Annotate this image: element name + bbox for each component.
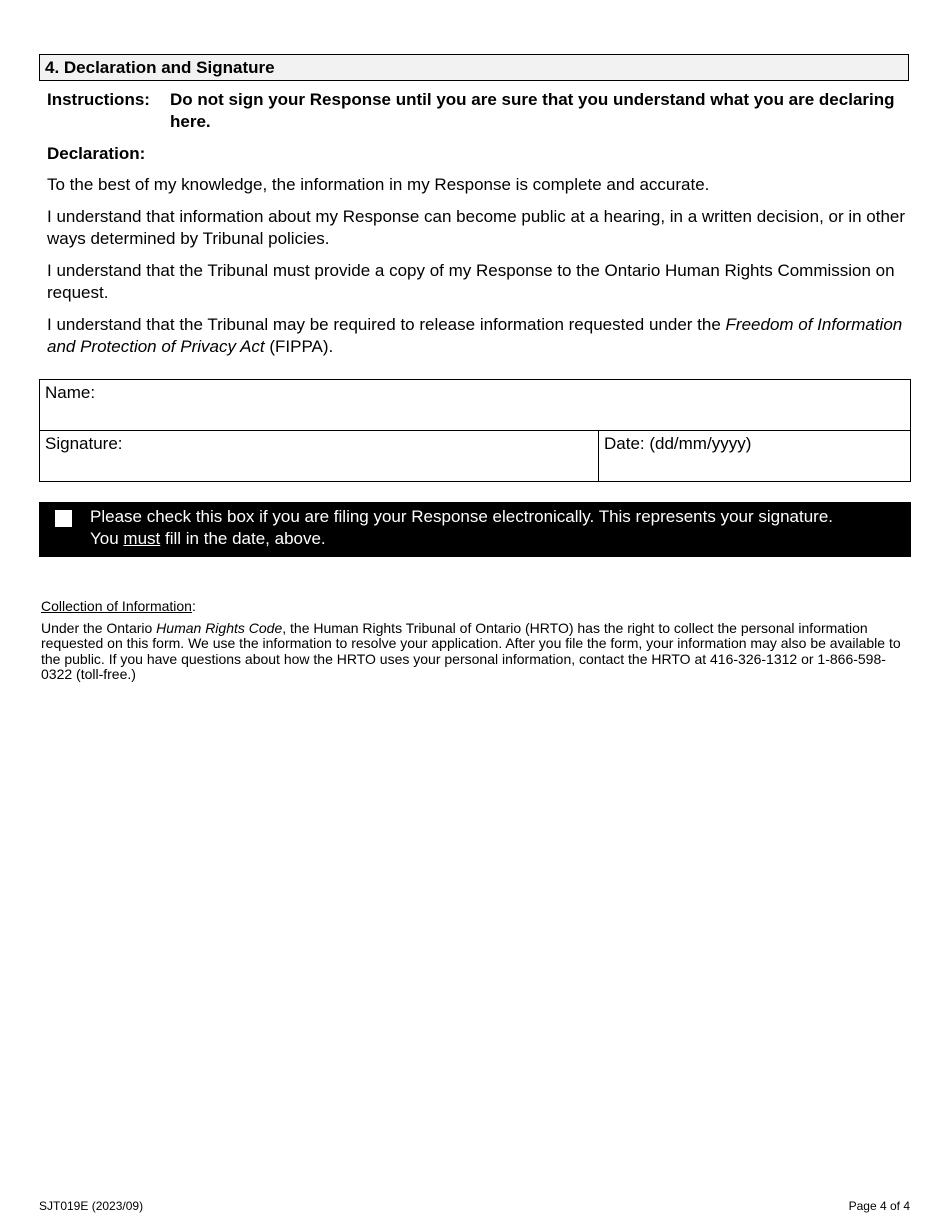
electronic-filing-line1: Please check this box if you are filing your Response electronically. This represents your signature. — [90, 507, 834, 526]
fippa-text-end: (FIPPA). — [264, 337, 334, 356]
collection-title: Collection of Information — [41, 598, 192, 614]
electronic-filing-text — [90, 506, 910, 550]
collection-heading — [41, 599, 901, 615]
collection-body — [41, 621, 901, 683]
name-label: Name: — [45, 383, 96, 402]
electronic-filing-checkbox[interactable] — [55, 510, 72, 527]
declaration-paragraph: To the best of my knowledge, the information in my Response is complete and accurate. — [47, 175, 710, 194]
declaration-paragraph-fippa — [47, 314, 909, 358]
signature-field[interactable] — [40, 431, 599, 482]
efile-line2-end: fill in the date, above. — [160, 529, 326, 548]
declaration-body — [47, 174, 909, 368]
declaration-paragraph: I understand that information about my Response can become public at a hearing, in a written decision, or in other ways determined by Tribunal policies. — [47, 207, 906, 248]
page-number: Page 4 of 4 — [848, 1199, 910, 1213]
collection-body-end: , the Human Rights Tribunal of Ontario (HRTO) has the right to collect the personal information requested on this form. We use the information to resolve your application. After you file the form, your information may also be available to the public. If you have questions about how the HRTO uses your personal information, contact the HRTO at 416-326-1312 or 1-866-598-0322 (toll-free.) — [41, 619, 901, 682]
declaration-label: Declaration: — [47, 144, 146, 163]
electronic-filing-banner — [39, 502, 911, 557]
fippa-act-name: Freedom of Information and Protection of Privacy Act — [47, 315, 903, 356]
electronic-filing-line2 — [90, 528, 910, 550]
efile-line2-start: You — [90, 529, 124, 548]
signature-label: Signature: — [45, 434, 123, 453]
name-field[interactable] — [40, 380, 911, 431]
efile-must: must — [123, 529, 161, 548]
section-header: 4. Declaration and Signature — [39, 54, 909, 81]
date-label: Date: (dd/mm/yyyy) — [604, 434, 752, 453]
instructions-text: Do not sign your Response until you are sure that you understand what you are declaring here. — [170, 90, 895, 131]
fippa-text-start: I understand that the Tribunal may be required to release information requested under the — [47, 315, 726, 334]
collection-body-start: Under the Ontario — [41, 619, 157, 636]
signature-table — [39, 379, 911, 482]
instructions-label: Instructions: — [47, 90, 150, 109]
instructions — [47, 89, 907, 133]
date-field[interactable] — [599, 431, 911, 482]
collection-title-suffix: : — [191, 598, 196, 614]
collection-code-name: Human Rights Code — [156, 619, 283, 636]
declaration-paragraph: I understand that the Tribunal must provide a copy of my Response to the Ontario Human Rights Commission on request. — [47, 261, 895, 302]
collection-of-information — [41, 599, 901, 683]
form-code: SJT019E (2023/09) — [39, 1199, 144, 1213]
